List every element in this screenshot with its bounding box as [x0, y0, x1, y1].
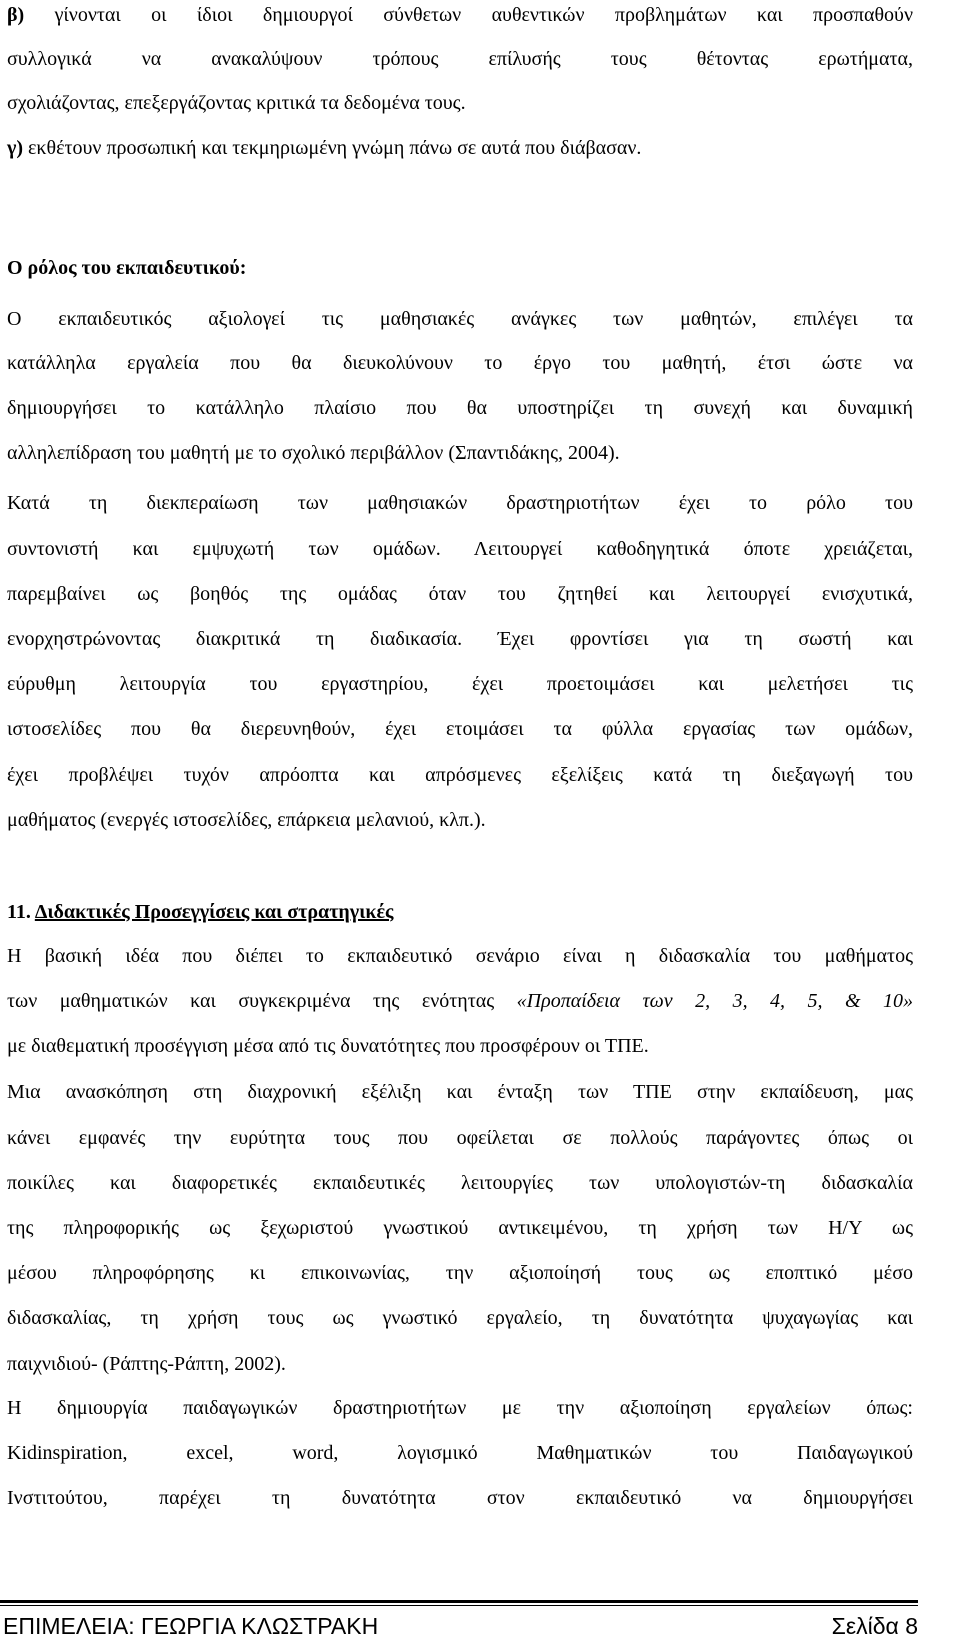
footer-divider	[0, 1600, 918, 1606]
teacher-line-3: δημιουργήσει το κατάλληλο πλαίσιο που θα υποστηρίζει τη συνεχή και δυναμική	[7, 397, 913, 419]
s11b-line-2: κάνει εμφανές την ευρύτητα τους που οφείλεται σε πολλούς παράγοντες όπως οι	[7, 1127, 913, 1149]
teacher-line-4: αλληλεπίδραση του μαθητή με το σχολικό περιβάλλον (Σπαντιδάκης, 2004).	[7, 442, 620, 464]
s11c-line-2: Kidinspiration, excel, word, λογισμικό Μαθηματικών του Παιδαγωγικού	[7, 1442, 913, 1464]
footer-page-number: Σελίδα 8	[831, 1613, 918, 1639]
s11b-line-7: παιχνιδιού- (Ράπτης-Ράπτη, 2002).	[7, 1353, 286, 1375]
teacher-line-2: κατάλληλα εργαλεία που θα διευκολύνουν το έργο του μαθητή, έτσι ώστε να	[7, 352, 913, 374]
s11b-line-6: διδασκαλίας, τη χρήση τους ως γνωστικό εργαλείο, τη δυνατότητα ψυχαγωγίας και	[7, 1307, 913, 1329]
list-label-gamma: γ)	[7, 137, 24, 159]
paragraph-beta-line-3: σχολιάζοντας, επεξεργάζοντας κριτικά τα δεδομένα τους.	[7, 92, 466, 114]
teacher-line-11: έχει προβλέψει τυχόν απρόοπτα και απρόσμενες εξελίξεις κατά τη διεξαγωγή του	[7, 764, 913, 786]
list-label-beta: β)	[7, 4, 25, 26]
s11b-line-1: Μια ανασκόπηση στη διαχρονική εξέλιξη και ένταξη των ΤΠΕ στην εκπαίδευση, μας	[7, 1081, 913, 1103]
section-title: Διδακτικές Προσεγγίσεις και στρατηγικές	[34, 901, 394, 923]
s11a-line-1: Η βασική ιδέα που διέπει το εκπαιδευτικό σενάριο είναι η διδασκαλία του μαθήματος	[7, 945, 913, 967]
teacher-line-6: συντονιστή και εμψυχωτή των ομάδων. Λειτουργεί καθοδηγητικά όποτε χρειάζεται,	[7, 538, 913, 560]
s11b-line-4: της πληροφορικής ως ξεχωριστού γνωστικού αντικειμένου, τη χρήση των Η/Υ ως	[7, 1217, 913, 1239]
teacher-role-heading: Ο ρόλος του εκπαιδευτικού:	[7, 257, 247, 279]
section-heading	[7, 899, 913, 925]
s11a-line-3: με διαθεματική προσέγγιση μέσα από τις δυνατότητες που προσφέρουν οι ΤΠΕ.	[7, 1035, 649, 1057]
teacher-line-12: μαθήματος (ενεργές ιστοσελίδες, επάρκεια μελανιού, κλπ.).	[7, 809, 486, 831]
teacher-line-8: ενορχηστρώνοντας διακριτικά τη διαδικασία. Έχει φροντίσει για τη σωστή και	[7, 628, 913, 650]
paragraph-beta-line-1: β) γίνονται οι ίδιοι δημιουργοί σύνθετων αυθεντικών προβλημάτων και προσπαθούν	[7, 4, 913, 26]
s11c-line-1: Η δημιουργία παιδαγωγικών δραστηριοτήτων με την αξιοποίηση εργαλείων όπως:	[7, 1397, 913, 1419]
s11b-line-5: μέσου πληροφόρησης κι επικοινωνίας, την αξιοποίησή τους ως εποπτικό μέσο	[7, 1262, 913, 1284]
teacher-line-1: Ο εκπαιδευτικός αξιολογεί τις μαθησιακές ανάγκες των μαθητών, επιλέγει τα	[7, 308, 913, 330]
section-number: 11.	[7, 901, 31, 923]
footer-author: ΕΠΙΜΕΛΕΙΑ: ΓΕΩΡΓΙΑ ΚΛΩΣΤΡΑΚΗ	[3, 1613, 379, 1639]
teacher-line-5: Κατά τη διεκπεραίωση των μαθησιακών δραστηριοτήτων έχει το ρόλο του	[7, 492, 913, 514]
s11c-line-3: Ινστιτούτου, παρέχει τη δυνατότητα στον εκπαιδευτικό να δημιουργήσει	[7, 1487, 913, 1509]
unit-title: «Προπαίδεια των 2, 3, 4, 5, & 10»	[516, 990, 913, 1012]
paragraph-beta-line-2: συλλογικά να ανακαλύψουν τρόπους επίλυσής τους θέτοντας ερωτήματα,	[7, 48, 913, 70]
s11a-line-2: των μαθηματικών και συγκεκριμένα της ενότητας «Προπαίδεια των 2, 3, 4, 5, & 10»	[7, 990, 913, 1012]
s11b-line-3: ποικίλες και διαφορετικές εκπαιδευτικές λειτουργίες των υπολογιστών-τη διδασκαλία	[7, 1172, 913, 1194]
teacher-line-7: παρεμβαίνει ως βοηθός της ομάδας όταν του ζητηθεί και λειτουργεί ενισχυτικά,	[7, 583, 913, 605]
paragraph-gamma-line-1: γ) εκθέτουν προσωπική και τεκμηριωμένη γνώμη πάνω σε αυτά που διάβασαν.	[7, 137, 642, 159]
teacher-line-9: εύρυθμη λειτουργία του εργαστηρίου, έχει προετοιμάσει και μελετήσει τις	[7, 673, 913, 695]
teacher-line-10: ιστοσελίδες που θα διερευνηθούν, έχει ετοιμάσει τα φύλλα εργασίας των ομάδων,	[7, 718, 913, 740]
